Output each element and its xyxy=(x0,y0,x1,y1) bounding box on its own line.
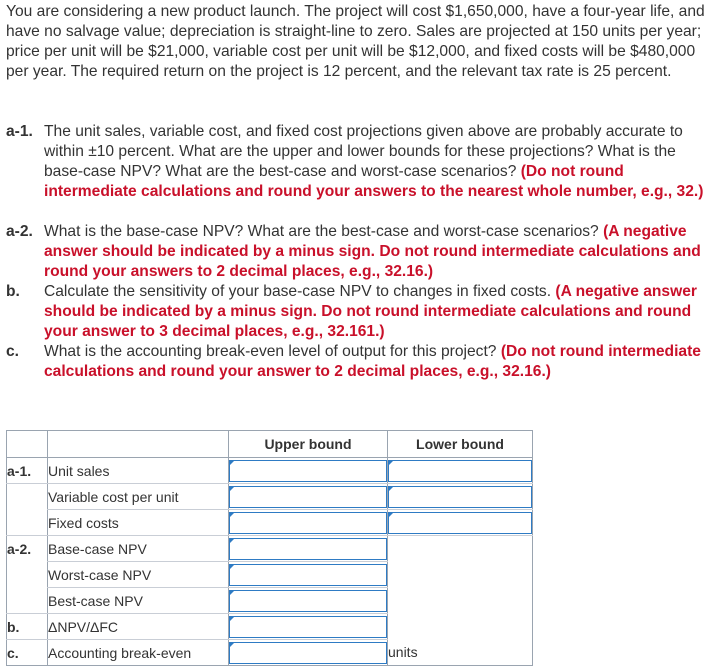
unit-sales-upper-input[interactable] xyxy=(229,460,387,482)
question-b xyxy=(6,282,706,342)
row-label: c. xyxy=(7,640,48,666)
question-note: (Do not round intermediate calculations and round your answer to 2 decimal places, e.g., 32.16.) xyxy=(44,343,701,380)
table-row xyxy=(7,640,533,666)
question-label: a-2. xyxy=(6,223,33,240)
answer-table xyxy=(6,430,533,666)
question-label: a-1. xyxy=(6,123,33,140)
question-text: What is the accounting break-even level of output for this project? xyxy=(44,343,497,360)
row-item: ΔNPV/ΔFC xyxy=(48,614,229,640)
question-label: b. xyxy=(6,283,20,300)
question-label: c. xyxy=(6,343,20,360)
row-label: a-1. xyxy=(7,458,48,484)
row-item: Variable cost per unit xyxy=(48,484,229,510)
row-item: Best-case NPV xyxy=(48,588,229,614)
fixed-costs-upper-input[interactable] xyxy=(229,512,387,534)
variable-cost-lower-input[interactable] xyxy=(388,486,532,508)
row-label: b. xyxy=(7,614,48,640)
row-label xyxy=(7,562,48,588)
table-row xyxy=(7,614,533,640)
best-case-npv-input[interactable] xyxy=(229,590,387,612)
question-a2 xyxy=(6,222,706,282)
fixed-costs-lower-input[interactable] xyxy=(388,512,532,534)
question-note: (A negative answer should be indicated by a minus sign. Do not round intermediate calculations and round your answers to 2 decimal places, e.g., 32.16.) xyxy=(44,223,701,280)
row-label xyxy=(7,510,48,536)
row-item: Worst-case NPV xyxy=(48,562,229,588)
question-text: Calculate the sensitivity of your base-case NPV to changes in fixed costs. xyxy=(44,283,552,300)
question-note: (A negative answer should be indicated by a minus sign. Do not round intermediate calculations and round your answer to 3 decimal places, e.g., 32.161.) xyxy=(44,283,697,340)
question-a1 xyxy=(6,122,706,202)
row-item: Accounting break-even xyxy=(48,640,229,666)
sensitivity-input[interactable] xyxy=(229,616,387,638)
row-item: Base-case NPV xyxy=(48,536,229,562)
table-row xyxy=(7,510,533,536)
row-item: Fixed costs xyxy=(48,510,229,536)
row-label xyxy=(7,484,48,510)
question-note: (Do not round intermediate calculations and round your answers to the nearest whole number, e.g., 32.) xyxy=(44,163,704,200)
table-row xyxy=(7,484,533,510)
question-text: What is the base-case NPV? What are the best-case and worst-case scenarios? xyxy=(44,223,599,240)
table-row xyxy=(7,458,533,484)
table-row xyxy=(7,588,533,614)
table-row xyxy=(7,536,533,562)
row-item: Unit sales xyxy=(48,458,229,484)
unit-sales-lower-input[interactable] xyxy=(388,460,532,482)
worst-case-npv-input[interactable] xyxy=(229,564,387,586)
question-text: The unit sales, variable cost, and fixed cost projections given above are probably accurate to within ±10 percent. What are the upper and lower bounds for these projections? What is the base-case NPV? What are the best-case and worst-case scenarios? xyxy=(44,123,683,180)
problem-intro: You are considering a new product launch. The project will cost $1,650,000, have a four-year life, and have no salvage value; depreciation is straight-line to zero. Sales are projected at 150 units per year; price per unit will be $21,000, variable cost per unit will be $12,000, and fixed costs will be $480,000 per year. The required return on the project is 12 percent, and the relevant tax rate is 25 percent. xyxy=(6,3,705,80)
row-label xyxy=(7,588,48,614)
units-label: units xyxy=(388,640,533,666)
break-even-input[interactable] xyxy=(229,642,387,664)
variable-cost-upper-input[interactable] xyxy=(229,486,387,508)
row-label: a-2. xyxy=(7,536,48,562)
header-lower-bound: Lower bound xyxy=(388,431,533,458)
base-case-npv-input[interactable] xyxy=(229,538,387,560)
header-upper-bound: Upper bound xyxy=(229,431,388,458)
table-row xyxy=(7,562,533,588)
question-c xyxy=(6,342,706,382)
